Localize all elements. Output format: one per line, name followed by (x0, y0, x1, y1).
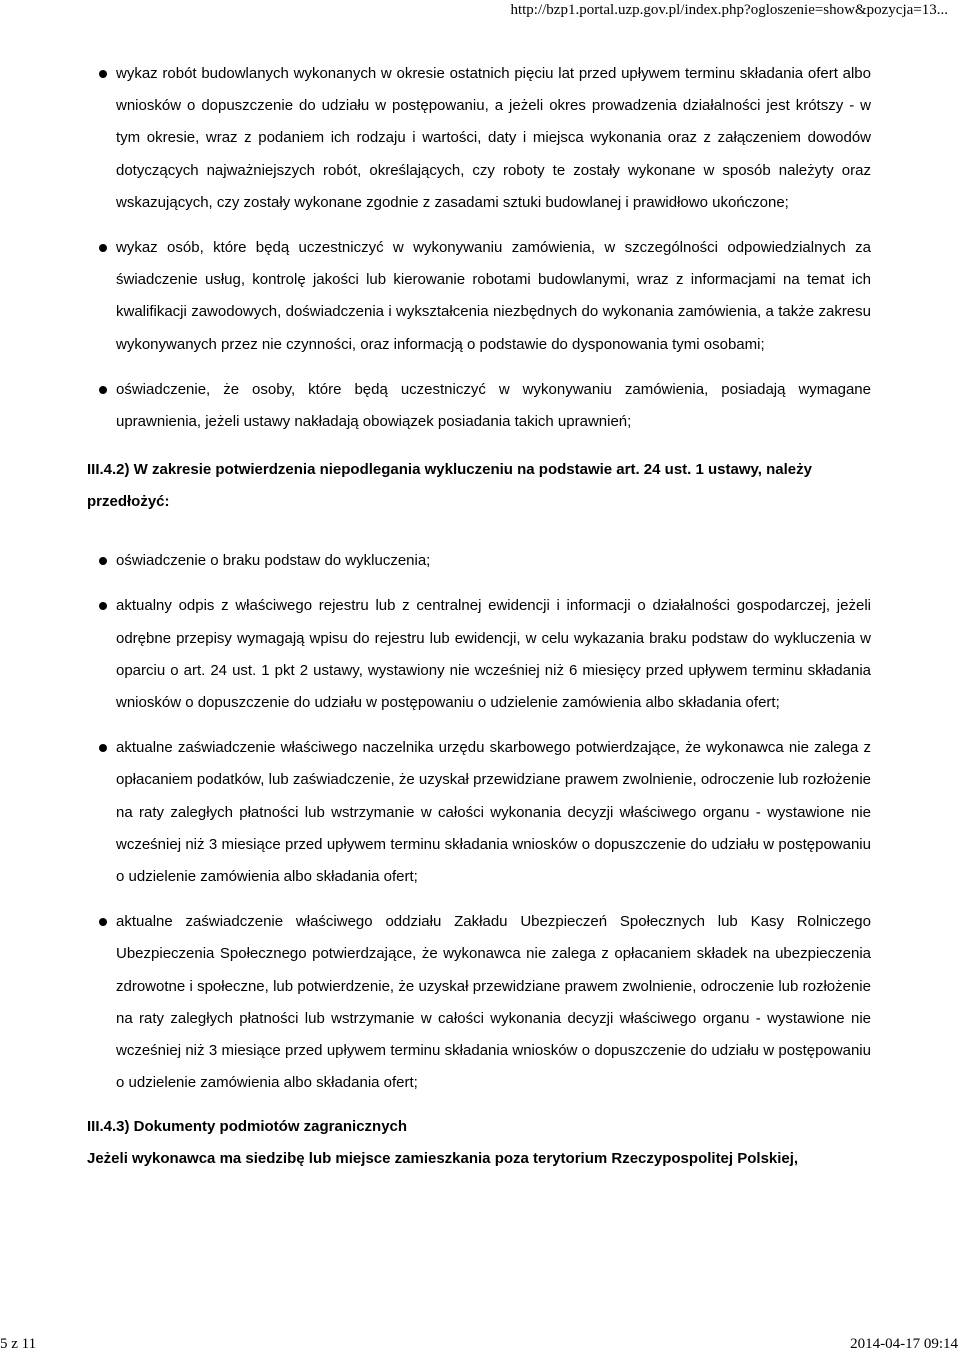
section-heading-iii-4-2: III.4.2) W zakresie potwierdzenia niepodlegania wykluczeniu na podstawie art. 24 ust. 1 ustawy, należy przedłożyć: (87, 461, 812, 511)
list-item: wykaz robót budowlanych wykonanych w okresie ostatnich pięciu lat przed upływem terminu składania ofert albo wniosków o dopuszczenie do udziału w postępowaniu, a jeżeli okres prowadzenia działalności jest krótszy - w tym okresie, wraz z podaniem ich rodzaju i wartości, daty i miejsca wykonania oraz z załączeniem dowodów dotyczących najważniejszych robót, określających, czy roboty te zostały wykonane w sposób należyty oraz wskazujących, czy zostały wykonane zgodnie z zasadami sztuki budowlanej i prawidłowo ukończone; (87, 58, 871, 219)
list-item: oświadczenie o braku podstaw do wykluczenia; (87, 545, 871, 577)
list-item: aktualny odpis z właściwego rejestru lub z centralnej ewidencji i informacji o działalności gospodarczej, jeżeli odrębne przepisy wymagają wpisu do rejestru lub ewidencji, w celu wykazania braku podstaw do wykluczenia w oparciu o art. 24 ust. 1 pkt 2 ustawy, wystawiony nie wcześniej niż 6 miesięcy przed upływem terminu składania wniosków o dopuszczenie do udziału w postępowaniu o udzielenie zamówienia albo składania ofert; (87, 590, 871, 719)
list-item: aktualne zaświadczenie właściwego naczelnika urzędu skarbowego potwierdzające, że wykonawca nie zalega z opłacaniem podatków, lub zaświadczenie, że uzyskał przewidziane prawem zwolnienie, odroczenie lub rozłożenie na raty zaległych płatności lub wstrzymanie w całości wykonania decyzji właściwego organu - wystawione nie wcześniej niż 3 miesiące przed upływem terminu składania wniosków o dopuszczenie do udziału w postępowaniu o udzielenie zamówienia albo składania ofert; (87, 732, 871, 893)
document-content (87, 0, 871, 1175)
list-item: aktualne zaświadczenie właściwego oddziału Zakładu Ubezpieczeń Społecznych lub Kasy Rolniczego Ubezpieczenia Społecznego potwierdzające, że wykonawca nie zalega z opłacaniem składek na ubezpieczenia zdrowotne i społeczne, lub potwierdzenie, że uzyskał przewidziane prawem zwolnienie, odroczenie lub rozłożenie na raty zaległych płatności lub wstrzymanie w całości wykonania decyzji właściwego organu - wystawione nie wcześniej niż 3 miesiące przed upływem terminu składania wniosków o dopuszczenie do udziału w postępowaniu o udzielenie zamówienia albo składania ofert; (87, 906, 871, 1099)
list-item: wykaz osób, które będą uczestniczyć w wykonywaniu zamówienia, w szczególności odpowiedzialnych za świadczenie usług, kontrolę jakości lub kierowanie robotami budowlanymi, wraz z informacjami na temat ich kwalifikacji zawodowych, doświadczenia i wykształcenia niezbędnych do wykonania zamówienia, a także zakresu wykonywanych przez nie czynności, oraz informacją o podstawie do dysponowania tymi osobami; (87, 232, 871, 361)
page-number: 5 z 11 (0, 1336, 37, 1352)
qualification-documents-list (87, 58, 871, 438)
foreign-entities-paragraph: Jeżeli wykonawca ma siedzibę lub miejsce zamieszkania poza terytorium Rzeczypospolitej Polskiej, (87, 1150, 799, 1168)
exclusion-documents-list (87, 545, 871, 1099)
section-heading-iii-4-3: III.4.3) Dokumenty podmiotów zagranicznych (87, 1118, 408, 1136)
list-item: oświadczenie, że osoby, które będą uczestniczyć w wykonywaniu zamówienia, posiadają wymagane uprawnienia, jeżeli ustawy nakładają obowiązek posiadania takich uprawnień; (87, 374, 871, 438)
print-datetime: 2014-04-17 09:14 (850, 1336, 958, 1352)
page-url: http://bzp1.portal.uzp.gov.pl/index.php?ogloszenie=show&pozycja=13... (510, 2, 948, 18)
